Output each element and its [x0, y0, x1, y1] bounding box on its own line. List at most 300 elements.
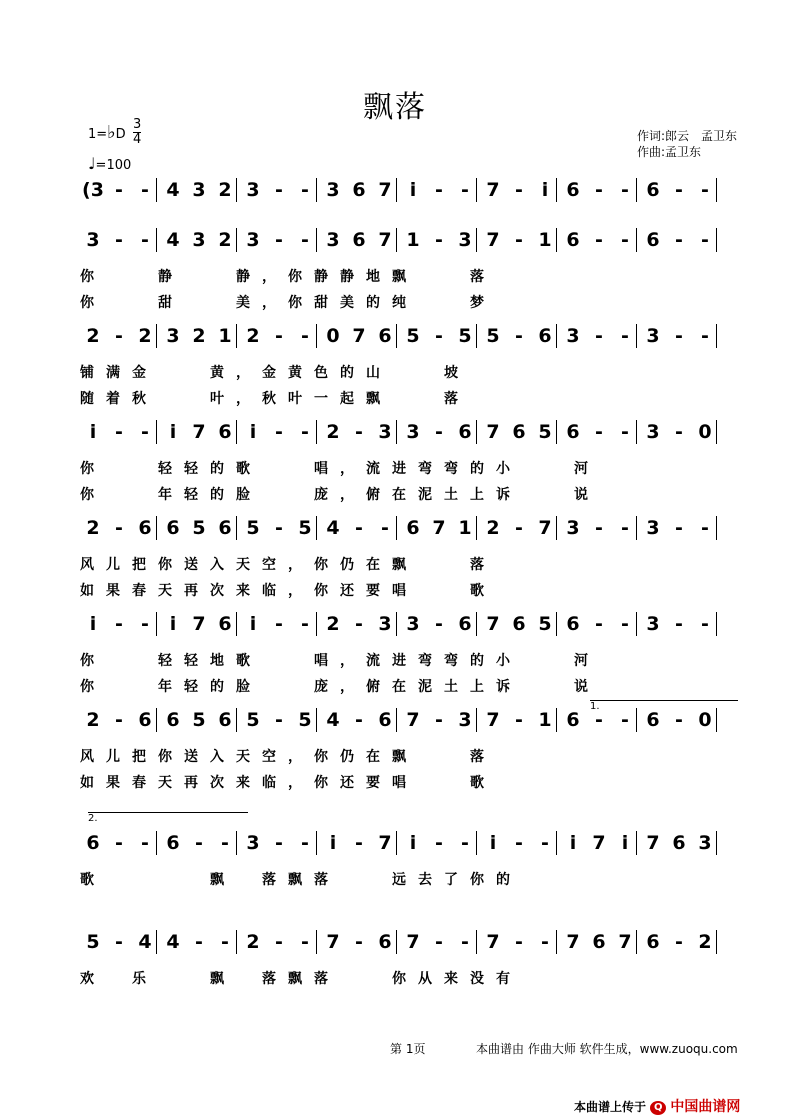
bar-line [556, 930, 557, 954]
note: - [701, 179, 709, 201]
note: 1 [406, 229, 420, 251]
bar-line [716, 324, 717, 348]
note: - [115, 931, 123, 953]
note: - [275, 517, 283, 539]
note: - [515, 325, 523, 347]
note: - [301, 931, 309, 953]
note: - [275, 179, 283, 201]
note: 6 [352, 229, 366, 251]
note: - [221, 832, 229, 854]
note: i [329, 832, 337, 854]
note: 2 [486, 517, 500, 539]
note: - [621, 517, 629, 539]
note: - [275, 421, 283, 443]
bar-line [316, 612, 317, 636]
note: - [595, 229, 603, 251]
note: 5 [246, 709, 260, 731]
note: - [515, 931, 523, 953]
note: 5 [298, 517, 312, 539]
note: i [621, 832, 629, 854]
site-name: 中国曲谱网 [670, 1099, 741, 1115]
page-number: 第 1页 [390, 1042, 426, 1056]
bar-line [236, 831, 237, 855]
bar-line [716, 930, 717, 954]
note: - [435, 421, 443, 443]
bar-line [156, 324, 157, 348]
note: - [435, 229, 443, 251]
key-signature: 1=♭D [88, 122, 126, 143]
bar-line [636, 831, 637, 855]
note: 4 [166, 179, 180, 201]
bar-line [476, 178, 477, 202]
note: 7 [486, 613, 500, 635]
note: - [115, 613, 123, 635]
lyricist-credit: 作词:郎云 孟卫东 [637, 129, 738, 143]
note: 6 [458, 613, 472, 635]
note: - [675, 325, 683, 347]
bar-line [156, 831, 157, 855]
note: - [675, 179, 683, 201]
note: - [115, 421, 123, 443]
note: 3 [326, 179, 340, 201]
note: 7 [378, 229, 392, 251]
note: - [435, 325, 443, 347]
note: - [435, 709, 443, 731]
lyric-line [80, 676, 740, 700]
note: 7 [566, 931, 580, 953]
note: - [301, 832, 309, 854]
bar-line [316, 930, 317, 954]
note: - [301, 229, 309, 251]
lyric-line [80, 292, 740, 316]
note: - [355, 517, 363, 539]
note: 2 [246, 325, 260, 347]
note: 3 [646, 517, 660, 539]
bar-line [476, 228, 477, 252]
note: - [115, 325, 123, 347]
bar-line [316, 420, 317, 444]
note: 7 [486, 709, 500, 731]
note: 5 [538, 421, 552, 443]
note: 1 [538, 709, 552, 731]
note: - [621, 229, 629, 251]
note: 3 [246, 179, 260, 201]
lyric-text: 你 轻轻地歌 唱，流进弯弯的小 河 [80, 653, 600, 669]
note: 6 [166, 709, 180, 731]
bar-line [236, 930, 237, 954]
note: - [461, 931, 469, 953]
note: - [115, 832, 123, 854]
note: - [515, 832, 523, 854]
note: - [701, 517, 709, 539]
note: 6 [166, 517, 180, 539]
note: i [249, 613, 257, 635]
note: - [435, 832, 443, 854]
bar-line [156, 178, 157, 202]
note: - [621, 325, 629, 347]
note: 0 [698, 421, 712, 443]
lyric-text: 你 年轻的脸 庞，俯在泥土上诉 说 [80, 487, 600, 503]
note: 5 [192, 517, 206, 539]
note: 3 [698, 832, 712, 854]
lyric-text: 你 甜 美，你甜美的纯 梦 [80, 295, 496, 311]
note: - [515, 179, 523, 201]
note: 7 [486, 229, 500, 251]
note: - [275, 832, 283, 854]
note: i [409, 832, 417, 854]
note: 5 [192, 709, 206, 731]
note: 3 [246, 832, 260, 854]
bar-line [396, 708, 397, 732]
note: 2 [698, 931, 712, 953]
bar-line [716, 420, 717, 444]
bar-line [156, 516, 157, 540]
note: - [461, 832, 469, 854]
note: 6 [512, 421, 526, 443]
note: 6 [218, 517, 232, 539]
note: - [515, 517, 523, 539]
volta-second: 2. [88, 812, 248, 824]
note: i [489, 832, 497, 854]
note: 6 [86, 832, 100, 854]
bar-line [556, 516, 557, 540]
bar-line [236, 516, 237, 540]
note: - [701, 613, 709, 635]
lyric-line [80, 458, 740, 482]
notation-row [80, 176, 740, 206]
note: 6 [378, 709, 392, 731]
note: 7 [352, 325, 366, 347]
note: 6 [566, 179, 580, 201]
bar-line [716, 178, 717, 202]
note: 7 [326, 931, 340, 953]
lyric-line [80, 746, 740, 770]
note: 7 [486, 931, 500, 953]
bar-line [476, 930, 477, 954]
note: 3 [192, 179, 206, 201]
bar-line [156, 420, 157, 444]
note: 6 [378, 931, 392, 953]
bar-line [636, 228, 637, 252]
lyric-line [80, 968, 740, 992]
note: - [675, 931, 683, 953]
note: - [141, 613, 149, 635]
bar-line [476, 420, 477, 444]
note: - [301, 179, 309, 201]
note: i [569, 832, 577, 854]
bar-line [316, 324, 317, 348]
note: 6 [592, 931, 606, 953]
note: - [515, 709, 523, 731]
bar-line [556, 708, 557, 732]
note: - [595, 179, 603, 201]
lyric-text: 歌 飘 落飘落 远去了你的 [80, 872, 522, 888]
note: - [275, 931, 283, 953]
lyric-line [80, 772, 740, 796]
lyric-line [80, 362, 740, 386]
time-signature: 3 4 [133, 117, 142, 147]
note: 4 [326, 709, 340, 731]
note: 6 [138, 709, 152, 731]
bar-line [236, 178, 237, 202]
note: 6 [672, 832, 686, 854]
composer-credit: 作曲:孟卫东 [637, 145, 702, 159]
lyric-line [80, 554, 740, 578]
note: - [115, 229, 123, 251]
note: 7 [406, 709, 420, 731]
note: 2 [246, 931, 260, 953]
note: - [701, 325, 709, 347]
lyric-line [80, 266, 740, 290]
note: 3 [646, 421, 660, 443]
note: 4 [326, 517, 340, 539]
note: 6 [458, 421, 472, 443]
note: i [249, 421, 257, 443]
note: 3 [646, 325, 660, 347]
note: - [595, 517, 603, 539]
note: 2 [86, 517, 100, 539]
note: i [169, 421, 177, 443]
note: - [701, 229, 709, 251]
note: 6 [166, 832, 180, 854]
note: - [515, 229, 523, 251]
bar-line [236, 708, 237, 732]
bar-line [716, 228, 717, 252]
lyric-line [80, 580, 740, 604]
note: - [275, 229, 283, 251]
bar-line [316, 178, 317, 202]
notation-row [80, 418, 740, 448]
bar-line [636, 420, 637, 444]
note: 6 [378, 325, 392, 347]
lyric-text: 风儿把你送入天空，你仍在飘 落 [80, 557, 496, 573]
note: 7 [378, 832, 392, 854]
notation-row [80, 226, 740, 256]
bar-line [476, 324, 477, 348]
page-title: 飘落 [363, 90, 427, 125]
note: 6 [646, 709, 660, 731]
bar-line [556, 420, 557, 444]
note: 0 [698, 709, 712, 731]
note: 7 [378, 179, 392, 201]
note: 5 [538, 613, 552, 635]
bar-line [396, 930, 397, 954]
note: - [381, 517, 389, 539]
note: - [675, 709, 683, 731]
note: 2 [326, 613, 340, 635]
note: - [595, 421, 603, 443]
note: - [435, 179, 443, 201]
note: 3 [192, 229, 206, 251]
lyric-text: 风儿把你送入天空，你仍在飘 落 [80, 749, 496, 765]
note: - [355, 613, 363, 635]
lyric-line [80, 484, 740, 508]
note: 3 [378, 421, 392, 443]
lyric-text: 你 静 静，你静静地飘 落 [80, 269, 496, 285]
bar-line [316, 228, 317, 252]
bar-line [556, 324, 557, 348]
bar-line [476, 516, 477, 540]
note: 5 [298, 709, 312, 731]
note: 6 [138, 517, 152, 539]
note: - [621, 613, 629, 635]
note: - [141, 229, 149, 251]
note: 7 [618, 931, 632, 953]
note: 6 [352, 179, 366, 201]
note: 3 [166, 325, 180, 347]
generator-note: 本曲谱由 作曲大师 软件生成，www.zuoqu.com [476, 1042, 738, 1056]
bar-line [476, 831, 477, 855]
note: - [675, 421, 683, 443]
note: 6 [566, 709, 580, 731]
notation-row [80, 829, 740, 859]
bar-line [156, 930, 157, 954]
note: - [275, 709, 283, 731]
bar-line [636, 178, 637, 202]
bar-line [636, 324, 637, 348]
note: 6 [646, 179, 660, 201]
bar-line [236, 612, 237, 636]
site-logo-icon: Q [650, 1101, 666, 1115]
bar-line [396, 324, 397, 348]
bar-line [316, 516, 317, 540]
bar-line [396, 612, 397, 636]
note: 7 [192, 613, 206, 635]
note: 3 [566, 517, 580, 539]
note: 2 [218, 179, 232, 201]
note: - [195, 832, 203, 854]
bar-line [396, 831, 397, 855]
bar-line [556, 178, 557, 202]
note: - [621, 709, 629, 731]
note: - [141, 179, 149, 201]
bar-line [236, 228, 237, 252]
note: 3 [646, 613, 660, 635]
bar-line [156, 228, 157, 252]
note: - [675, 517, 683, 539]
note: - [541, 931, 549, 953]
bar-line [396, 228, 397, 252]
note: - [115, 517, 123, 539]
bar-line [716, 612, 717, 636]
notation-row [80, 928, 740, 958]
note: - [355, 931, 363, 953]
note: 6 [646, 931, 660, 953]
bar-line [556, 612, 557, 636]
bar-line [156, 708, 157, 732]
note: 3 [326, 229, 340, 251]
note: 4 [138, 931, 152, 953]
bar-line [636, 930, 637, 954]
lyric-text: 随着秋 叶，秋叶一起飘 落 [80, 391, 470, 407]
bar-line [236, 420, 237, 444]
note: - [355, 421, 363, 443]
note: - [675, 229, 683, 251]
note: - [115, 179, 123, 201]
note: 6 [218, 709, 232, 731]
note: - [355, 832, 363, 854]
bar-line [636, 516, 637, 540]
note: - [621, 421, 629, 443]
note: 2 [86, 709, 100, 731]
note: 5 [246, 517, 260, 539]
note: - [595, 325, 603, 347]
note: 2 [192, 325, 206, 347]
note: 5 [86, 931, 100, 953]
note: 5 [458, 325, 472, 347]
note: 6 [218, 421, 232, 443]
note: 7 [486, 421, 500, 443]
bar-line [396, 420, 397, 444]
lyric-line [80, 869, 740, 893]
note: (3 [82, 179, 104, 201]
note: 3 [86, 229, 100, 251]
bar-line [636, 612, 637, 636]
note: 6 [512, 613, 526, 635]
note: 7 [432, 517, 446, 539]
bar-line [556, 831, 557, 855]
note: - [141, 832, 149, 854]
note: 7 [406, 931, 420, 953]
note: 3 [458, 229, 472, 251]
note: - [221, 931, 229, 953]
bar-line [716, 516, 717, 540]
bar-line [476, 708, 477, 732]
note: 7 [538, 517, 552, 539]
note: 6 [566, 421, 580, 443]
note: 2 [138, 325, 152, 347]
note: - [541, 832, 549, 854]
note: - [115, 709, 123, 731]
note: - [141, 421, 149, 443]
note: 4 [166, 931, 180, 953]
note: 3 [378, 613, 392, 635]
lyric-text: 欢 乐 飘 落飘落 你从来没有 [80, 971, 522, 987]
tempo-marking: ♩=100 [88, 154, 132, 173]
note: 7 [592, 832, 606, 854]
bar-line [156, 612, 157, 636]
note: - [301, 421, 309, 443]
note: i [89, 613, 97, 635]
note: - [621, 179, 629, 201]
lyric-text: 铺满金 黄，金黄色的山 坡 [80, 365, 470, 381]
upload-note: 本曲谱上传于 Q 中国曲谱网 [574, 1099, 741, 1115]
note: - [275, 613, 283, 635]
lyric-text: 如果春天再次来临，你还要唱 歌 [80, 583, 496, 599]
note: 0 [326, 325, 340, 347]
note: 6 [646, 229, 660, 251]
note: - [301, 325, 309, 347]
note: 2 [218, 229, 232, 251]
lyric-line [80, 650, 740, 674]
note: - [595, 709, 603, 731]
note: - [301, 613, 309, 635]
note: - [675, 613, 683, 635]
note: 2 [326, 421, 340, 443]
note: i [409, 179, 417, 201]
lyric-text: 你 轻轻的歌 唱，流进弯弯的小 河 [80, 461, 600, 477]
note: 5 [486, 325, 500, 347]
bar-line [556, 228, 557, 252]
lyric-text: 如果春天再次来临，你还要唱 歌 [80, 775, 496, 791]
notation-row [80, 610, 740, 640]
note: 6 [406, 517, 420, 539]
note: 1 [218, 325, 232, 347]
note: i [541, 179, 549, 201]
notation-row [80, 322, 740, 352]
volta-first: 1. [590, 700, 738, 712]
note: 7 [192, 421, 206, 443]
